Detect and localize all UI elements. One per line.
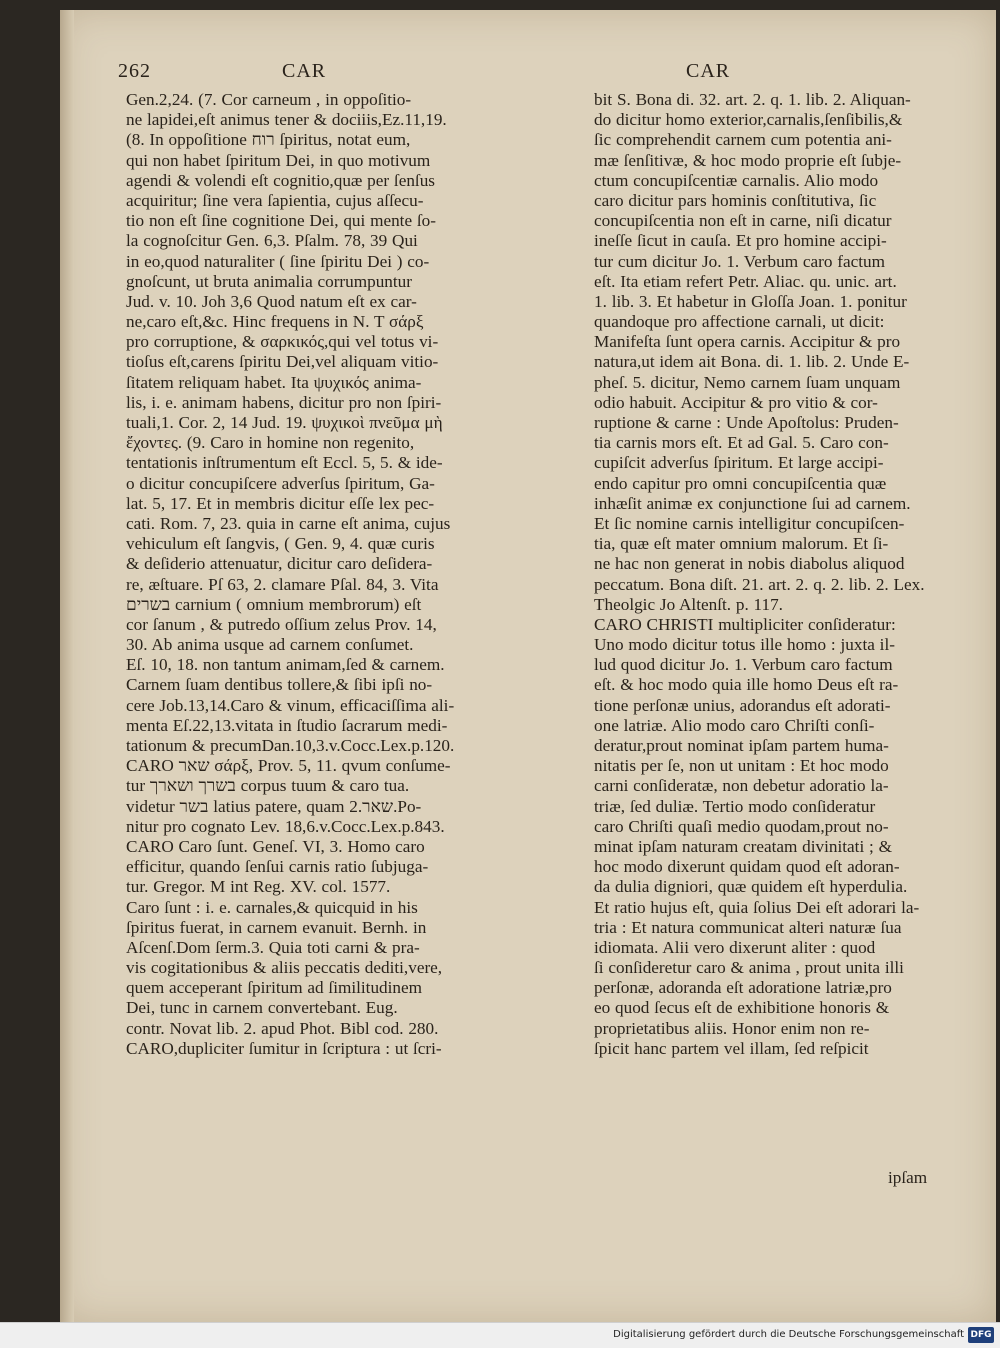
text-line: & deſiderio attenuatur, dicitur caro deſidera- xyxy=(126,554,433,574)
text-line: pheſ. 5. dicitur, Nemo carnem ſuam unquam xyxy=(594,372,901,392)
text-line: CARO,dupliciter ſumitur in ſcriptura : ut ſcri- xyxy=(126,1038,442,1058)
text-line: mæ ſenſitivæ, & hoc modo proprie eſt ſubje- xyxy=(594,150,902,170)
text-line: ſpiritus fuerat, in carnem evanuit. Bernh. in xyxy=(126,917,427,937)
text-line: (8. In oppoſitione רוח ſpiritus, notat eum, xyxy=(126,130,411,150)
text-line: ſic comprehendit carnem cum potentia ani- xyxy=(594,130,892,150)
text-line: tentationis inſtrumentum eſt Eccl. 5, 5. & ide- xyxy=(126,453,443,473)
text-line: efficitur, quando ſenſui carnis ratio ſubjuga- xyxy=(126,857,429,877)
running-head-left: CAR xyxy=(282,60,327,82)
text-line: ne,caro eſt,&c. Hinc frequens in N. T σάρξ xyxy=(126,312,424,332)
catchword: ipſam xyxy=(888,1168,928,1187)
text-line: eſt. & hoc modo quia ille homo Deus eſt ra- xyxy=(594,675,899,695)
text-line: contr. Novat lib. 2. apud Phot. Bibl cod. 280. xyxy=(126,1018,439,1038)
text-line: ἔχοντες. (9. Caro in homine non regenito, xyxy=(126,433,415,453)
text-line: ne hac non generat in nobis diabolus aliquod xyxy=(594,554,905,574)
text-line: caro dicitur pars hominis conſtitutiva, ſic xyxy=(594,190,877,210)
text-line: gnoſcunt, ut bruta animalia corrumpuntur xyxy=(126,271,412,291)
left-column xyxy=(126,90,556,1059)
text-line: Et ſic nomine carnis intelligitur concupiſcen- xyxy=(594,513,905,533)
text-line: ineſſe ſicut in cauſa. Et pro homine accipi- xyxy=(594,231,887,251)
text-line: Eſ. 10, 18. non tantum animam,ſed & carnem. xyxy=(126,655,445,675)
text-line: Dei, tunc in carnem convertebant. Eug. xyxy=(126,998,398,1018)
text-line: CARO CHRISTI multipliciter conſideratur: xyxy=(594,614,896,634)
text-line: tione perſonæ unius, adorandus eſt adorati- xyxy=(594,695,891,715)
text-line: quem acceperant ſpiritum ad ſimilitudinem xyxy=(126,978,423,998)
text-line: hoc modo dixerunt quidam quod eſt adoran- xyxy=(594,857,900,877)
text-line: tria : Et natura communicat alteri naturæ ſua xyxy=(594,917,902,937)
text-line: Caro ſunt : i. e. carnales,& quicquid in his xyxy=(126,897,418,917)
text-line: tio non eſt ſine cognitione Dei, qui mente ſo- xyxy=(126,211,436,231)
text-line: acquiritur; ſine vera ſapientia, cujus aſſecu- xyxy=(126,190,424,210)
text-line: triæ, ſed duliæ. Tertio modo conſideratur xyxy=(594,796,876,816)
text-line: la cognoſcitur Gen. 6,3. Pſalm. 78, 39 Qui xyxy=(126,231,418,251)
text-line: tur. Gregor. M int Reg. XV. col. 1577. xyxy=(126,877,391,897)
right-column xyxy=(594,90,938,1059)
text-line: pro corruptione, & σαρκικός,qui vel totus vi- xyxy=(126,332,439,352)
digitization-footer xyxy=(0,1322,1000,1348)
text-line: ſi conſideretur caro & anima , prout unita illi xyxy=(594,958,904,978)
text-line: odio habuit. Accipitur & pro vitio & cor- xyxy=(594,392,878,412)
text-line: perſonæ, adoranda eſt adoratione latriæ,pro xyxy=(594,978,892,998)
text-line: inhæſit animæ ex conjunctione ſui ad carnem. xyxy=(594,493,911,513)
text-line: qui non habet ſpiritum Dei, in quo motivum xyxy=(126,150,431,170)
text-line: ruptione & carne : Unde Apoſtolus: Pruden- xyxy=(594,413,899,432)
text-line: eſt. Ita etiam refert Petr. Aliac. qu. unic. art. xyxy=(594,271,897,291)
text-line: 1. lib. 3. Et habetur in Gloſſa Joan. 1. ponitur xyxy=(594,291,907,311)
text-line: concupiſcentia non eſt in carne, niſi dicatur xyxy=(594,211,892,231)
text-line: Carnem ſuam dentibus tollere,& ſibi ipſi no- xyxy=(126,675,433,695)
text-line: quandoque pro affectione carnali, ut dicit: xyxy=(594,312,885,332)
text-line: cupiſcit adverſus ſpiritum. Et large accipi- xyxy=(594,453,884,473)
text-line: da dulia digniori, quæ quidem eſt hyperdulia. xyxy=(594,877,908,897)
text-line: Gen.2,24. (7. Cor carneum , in oppoſitio- xyxy=(126,90,412,109)
text-line: menta Eſ.22,13.vitata in ſtudio ſacrarum medi- xyxy=(126,715,448,735)
text-line: idiomata. Alii vero dixerunt aliter : quod xyxy=(594,937,876,957)
text-line: Uno modo dicitur totus ille homo : juxta il- xyxy=(594,635,895,655)
text-line: natura,ut idem ait Bona. di. 1. lib. 2. Unde E- xyxy=(594,352,910,372)
text-line: cor ſanum , & putredo oſſium zelus Prov. 14, xyxy=(126,614,437,634)
text-line: caro Chriſti quaſi medio quodam,prout no- xyxy=(594,816,889,836)
text-line: carni conſideratæ, non debetur adoratio la- xyxy=(594,776,889,796)
text-line: ctum concupiſcentiæ carnalis. Alio modo xyxy=(594,170,879,190)
text-line: 30. Ab anima usque ad carnem conſumet. xyxy=(126,635,414,655)
text-line: בשרים carnium ( omnium membrorum) eſt xyxy=(126,594,422,614)
text-line: eo quod ſecus eſt de exhibitione honoris & xyxy=(594,998,890,1018)
text-line: do dicitur homo exterior,carnalis,ſenſibilis,& xyxy=(594,110,903,130)
page-spine xyxy=(60,10,74,1322)
text-line: lat. 5, 17. Et in membris dicitur eſſe lex pec- xyxy=(126,493,435,513)
text-line: proprietatibus aliis. Honor enim non re- xyxy=(594,1018,870,1038)
text-line: Manifeſta ſunt opera carnis. Accipitur & pro xyxy=(594,332,901,352)
text-line: nitur pro cognato Lev. 18,6.v.Cocc.Lex.p.843. xyxy=(126,816,445,836)
text-line: tur cum dicitur Jo. 1. Verbum caro factum xyxy=(594,251,885,271)
text-line: lud quod dicitur Jo. 1. Verbum caro factum xyxy=(594,655,893,675)
text-line: nitatis per ſe, non ut unitam : Et hoc modo xyxy=(594,756,889,776)
text-line: deratur,prout nominat ipſam partem huma- xyxy=(594,736,889,755)
text-line: vis cogitationibus & aliis peccatis dediti,vere, xyxy=(126,958,443,978)
text-line: ſitatem reliquam habet. Ita ψυχικός anima- xyxy=(126,372,422,392)
text-line: in eo,quod naturaliter ( ſine ſpiritu Dei ) co- xyxy=(126,251,430,271)
text-line: re, æſtuare. Pſ 63, 2. clamare Pſal. 84, 3. Vita xyxy=(126,574,439,594)
text-line: cere Job.13,14.Caro & vinum, efficaciſſima ali- xyxy=(126,695,455,715)
text-line: videtur בשר latius patere, quam שאר.2.Po- xyxy=(126,796,422,816)
text-line: tia, quæ eſt mater omnium malorum. Et ſi- xyxy=(594,534,889,554)
text-line: Jud. v. 10. Joh 3,6 Quod natum eſt ex car- xyxy=(126,291,417,311)
text-line: minat ipſam naturam creatam divinitati ; & xyxy=(594,836,892,856)
text-line: CARO Caro ſunt. Geneſ. VI, 3. Homo caro xyxy=(126,836,425,856)
text-line: tioſus eſt,carens ſpiritu Dei,vel aliquam vitio- xyxy=(126,352,439,372)
text-line: tuali,1. Cor. 2, 14 Jud. 19. ψυχικοὶ πνεῦμα μὴ xyxy=(126,413,443,432)
running-head-right: CAR xyxy=(686,60,731,82)
text-line: agendi & volendi eſt cognitio,quæ per ſenſus xyxy=(126,170,435,190)
text-line: bit S. Bona di. 32. art. 2. q. 1. lib. 2. Aliquan- xyxy=(594,90,911,109)
text-line: tia carnis mors eſt. Et ad Gal. 5. Caro con- xyxy=(594,433,889,453)
text-line: ne lapidei,eſt animus tener & dociiis,Ez.11,19. xyxy=(126,110,447,130)
dfg-logo: DFG xyxy=(968,1327,994,1343)
text-line: endo capitur pro omni concupiſcentia quæ xyxy=(594,473,887,493)
text-line: tur בשרך ושארך corpus tuum & caro tua. xyxy=(126,776,410,796)
text-line: Aſcenſ.Dom ſerm.3. Quia toti carni & pra- xyxy=(126,937,420,957)
text-line: vehiculum eſt ſangvis, ( Gen. 9, 4. quæ curis xyxy=(126,534,435,554)
text-line: CARO שאר σάρξ, Prov. 5, 11. qvum conſume- xyxy=(126,756,451,776)
text-line: tationum & precumDan.10,3.v.Cocc.Lex.p.120. xyxy=(126,736,455,755)
text-line: lis, i. e. animam habens, dicitur pro non ſpiri- xyxy=(126,392,442,412)
footer-text: Digitalisierung gefördert durch die Deutsche Forschungsgemeinschaft xyxy=(613,1329,964,1340)
text-line: cati. Rom. 7, 23. quia in carne eſt anima, cujus xyxy=(126,513,451,533)
page-number: 262 xyxy=(118,60,151,82)
text-line: ſpicit hanc partem vel illam, ſed reſpicit xyxy=(594,1038,869,1058)
text-line: peccatum. Bona diſt. 21. art. 2. q. 2. lib. 2. Lex. xyxy=(594,574,925,594)
text-line: Et ratio hujus eſt, quia ſolius Dei eſt adorari la- xyxy=(594,897,920,917)
text-line: Theolgic Jo Altenſt. p. 117. xyxy=(594,594,783,614)
text-line: one latriæ. Alio modo caro Chriſti conſi- xyxy=(594,715,875,735)
text-line: o dicitur concupiſcere adverſus ſpiritum, Ga- xyxy=(126,473,435,493)
